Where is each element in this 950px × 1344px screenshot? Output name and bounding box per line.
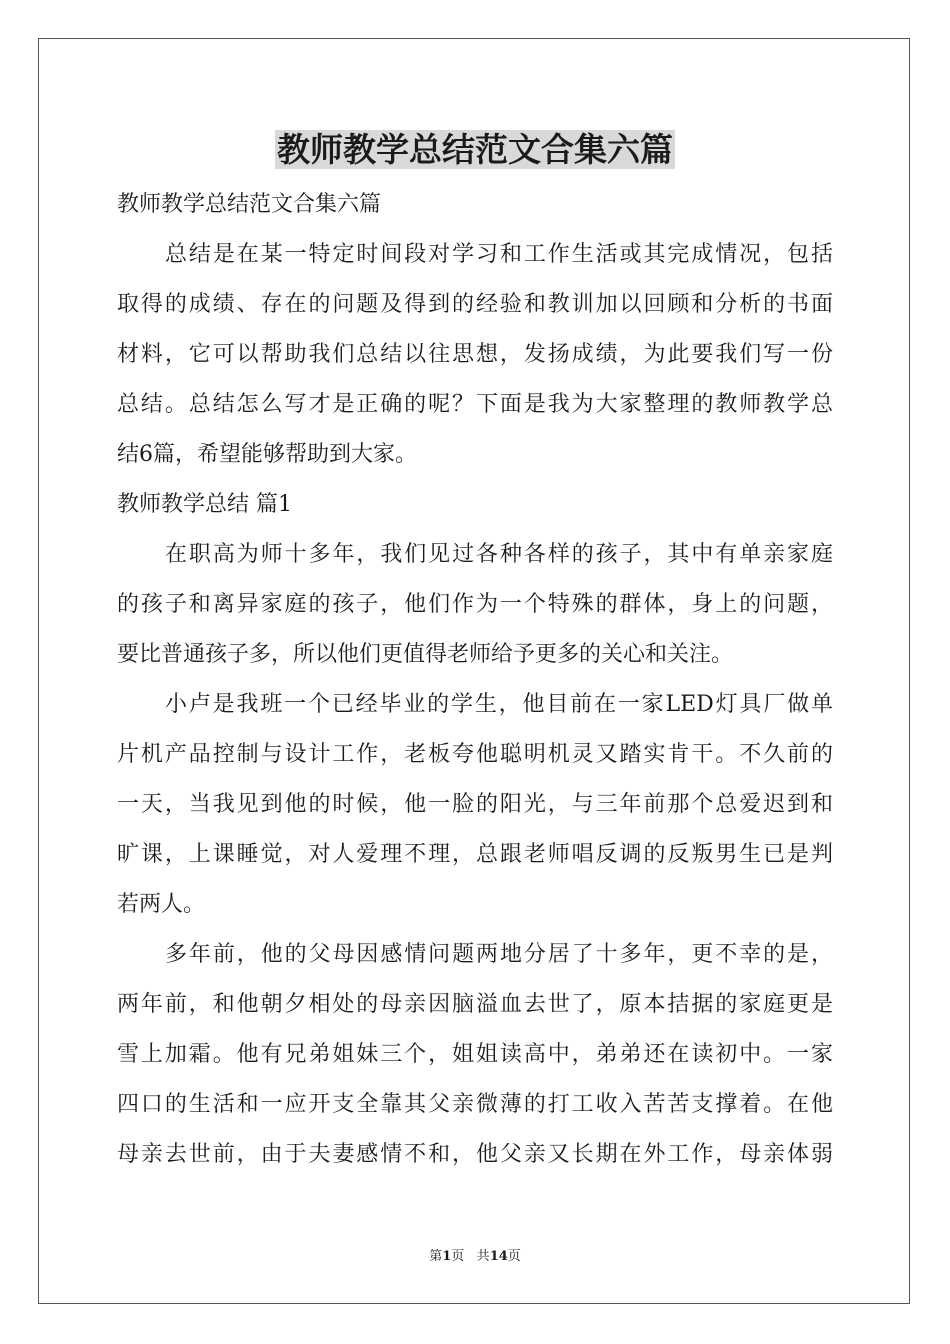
- text-line: 雪上加霜。他有兄弟姐妹三个，姐姐读高中，弟弟还在读初中。一家: [117, 1042, 833, 1067]
- text-line: 取得的成绩、存在的问题及得到的经验和教训加以回顾和分析的书面: [117, 292, 833, 317]
- text-line: 片机产品控制与设计工作，老板夸他聪明机灵又踏实肯干。不久前的: [117, 742, 833, 767]
- page-footer: [0, 1248, 950, 1266]
- text-line: 材料，它可以帮助我们总结以往思想，发扬成绩，为此要我们写一份: [117, 342, 833, 367]
- text-line: 的孩子和离异家庭的孩子，他们作为一个特殊的群体，身上的问题，: [117, 592, 833, 617]
- document-title-text: 教师教学总结范文合集六篇: [277, 130, 673, 169]
- text-line: 多年前，他的父母因感情问题两地分居了十多年，更不幸的是，: [165, 942, 833, 967]
- text-line: 总结。总结怎么写才是正确的呢？下面是我为大家整理的教师教学总: [117, 392, 833, 417]
- footer-page-number: 1: [442, 1249, 452, 1264]
- footer-page-suffix: 页: [451, 1249, 465, 1264]
- document-body: [117, 180, 833, 1180]
- text-line: 小卢是我班一个已经毕业的学生，他目前在一家LED灯具厂做单: [165, 692, 833, 717]
- text-line: 总结是在某一特定时间段对学习和工作生活或其完成情况，包括: [165, 242, 833, 267]
- text-line: 要比普通孩子多，所以他们更值得老师给予更多的关心和关注。: [117, 642, 734, 667]
- text-line: 旷课，上课睡觉，对人爱理不理，总跟老师唱反调的反叛男生已是判: [117, 842, 833, 867]
- text-line: 结6篇，希望能够帮助到大家。: [117, 442, 417, 467]
- section-heading: 教师教学总结范文合集六篇: [117, 192, 382, 217]
- document-title: [0, 128, 950, 172]
- footer-total-suffix: 页: [507, 1249, 521, 1264]
- text-line: 在职高为师十多年，我们见过各种各样的孩子，其中有单亲家庭: [165, 542, 833, 567]
- text-line: 若两人。: [117, 892, 206, 917]
- text-line: 一天，当我见到他的时候，他一脸的阳光，与三年前那个总爱迟到和: [117, 792, 833, 817]
- section-heading: 教师教学总结 篇1: [117, 492, 292, 517]
- footer-total-prefix: 共: [476, 1249, 490, 1264]
- text-line: 两年前，和他朝夕相处的母亲因脑溢血去世了，原本拮据的家庭更是: [117, 992, 833, 1017]
- footer-page-prefix: 第: [429, 1249, 443, 1264]
- text-line: 母亲去世前，由于夫妻感情不和，他父亲又长期在外工作，母亲体弱: [117, 1142, 833, 1167]
- footer-total-pages: 14: [489, 1249, 508, 1264]
- text-line: 四口的生活和一应开支全靠其父亲微薄的打工收入苦苦支撑着。在他: [117, 1092, 833, 1117]
